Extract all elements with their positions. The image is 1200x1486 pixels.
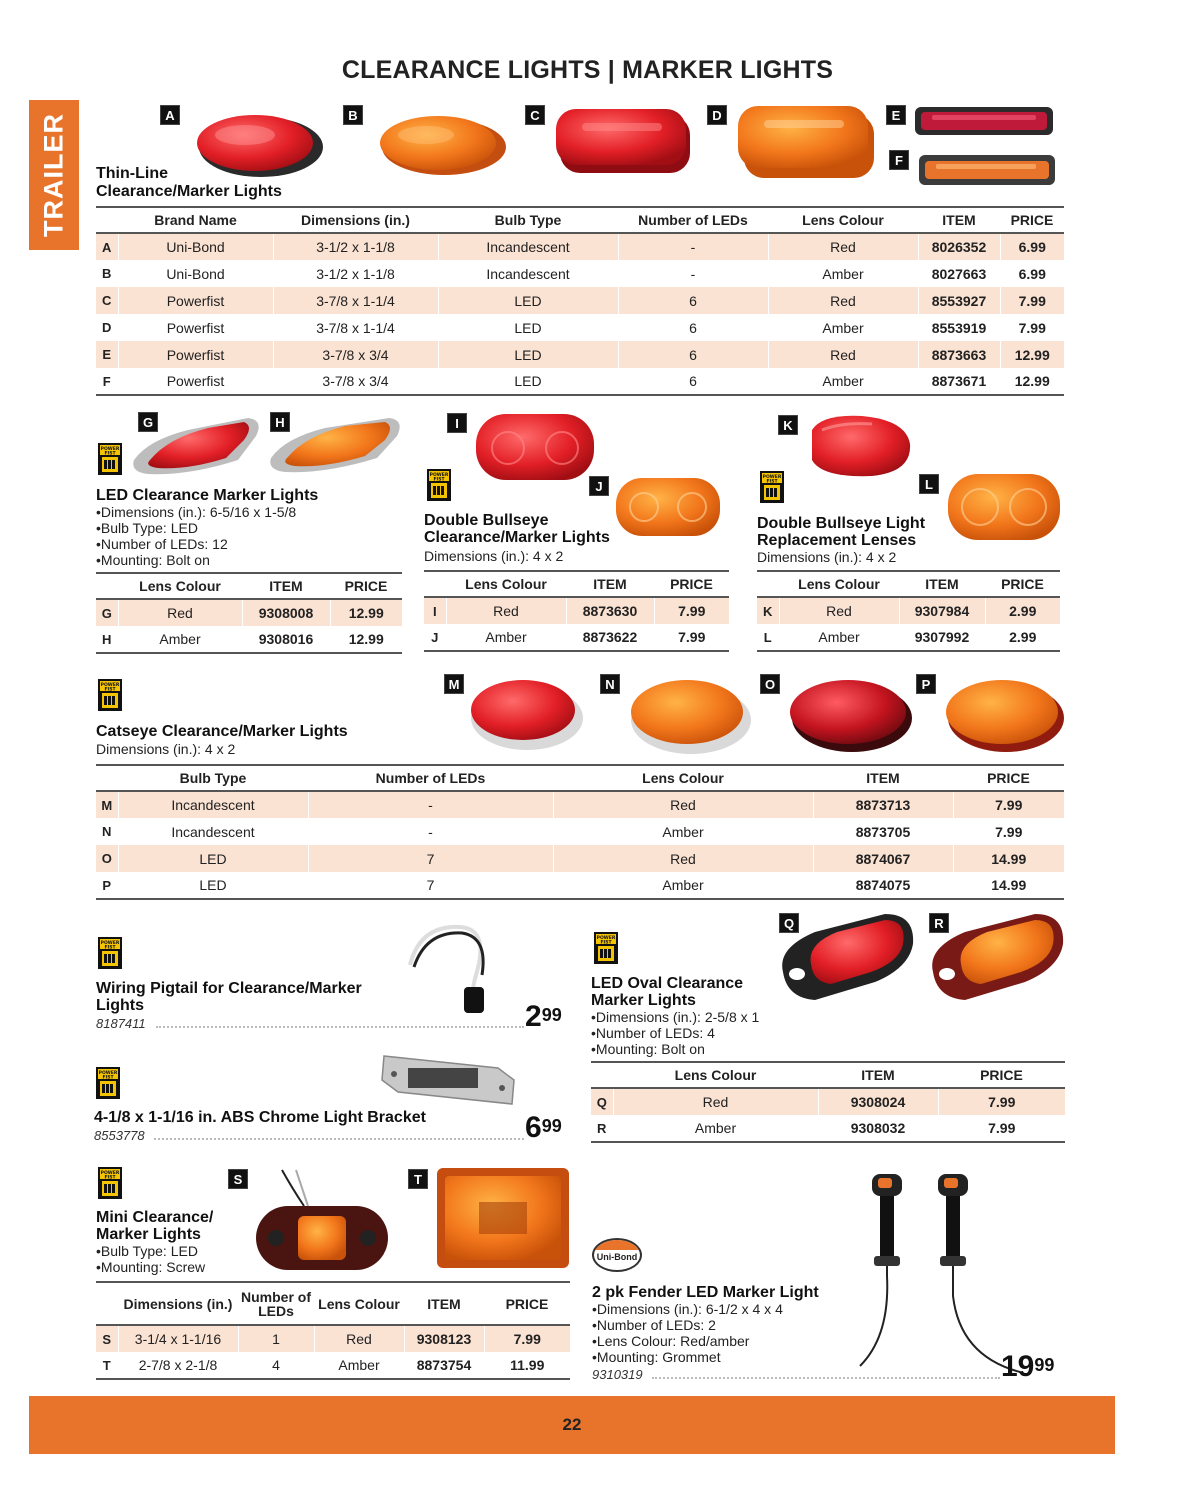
table-row: G Red 9308008 12.99	[96, 599, 402, 626]
col-lens: Lens Colour	[314, 1282, 404, 1325]
table-row: J Amber 8873622 7.99	[424, 624, 729, 651]
double-bullseye-dimensions: Dimensions (in.): 4 x 2	[424, 548, 564, 564]
col-item: ITEM	[899, 571, 985, 597]
fender-bullet: •Number of LEDs: 2	[592, 1317, 716, 1333]
col-dimensions: Dimensions (in.)	[118, 1282, 238, 1325]
badge-q: Q	[779, 913, 799, 933]
col-price: PRICE	[938, 1062, 1065, 1088]
mini-table	[96, 1281, 570, 1380]
led-clearance-table	[96, 572, 402, 654]
badge-d: D	[707, 105, 727, 125]
badge-s: S	[228, 1169, 248, 1189]
side-tab-label: TRAILER	[38, 113, 69, 237]
table-header-row	[757, 571, 1060, 597]
led-clearance-bullet: •Mounting: Bolt on	[96, 552, 210, 568]
led-oval-title-line2: Marker Lights	[591, 992, 696, 1009]
badge-c: C	[525, 105, 545, 125]
product-image-h	[265, 410, 407, 478]
power-fist-logo-icon	[97, 936, 123, 970]
led-clearance-bullet: •Dimensions (in.): 6-5/16 x 1-5/8	[96, 504, 297, 520]
catseye-title: Catseye Clearance/Marker Lights	[96, 723, 348, 740]
product-image-t	[433, 1164, 573, 1272]
product-image-l	[944, 470, 1064, 544]
bracket-item-number: 8553778	[94, 1128, 145, 1143]
product-image-k	[802, 410, 918, 482]
lenses-title-line2: Replacement Lenses	[757, 532, 917, 549]
product-image-c	[552, 105, 697, 180]
product-image-j	[612, 474, 724, 540]
badge-g: G	[138, 412, 158, 432]
col-item: ITEM	[566, 571, 654, 597]
led-clearance-title: LED Clearance Marker Lights	[96, 487, 319, 504]
table-row: Q Red 9308024 7.99	[591, 1088, 1065, 1115]
col-leds: Number of LEDs	[238, 1282, 314, 1325]
table-header-row	[96, 765, 1064, 791]
led-clearance-bullet: •Bulb Type: LED	[96, 520, 198, 536]
col-price: PRICE	[484, 1282, 570, 1325]
product-image-p	[940, 668, 1066, 756]
bracket-price: $6^{99}$	[525, 1111, 562, 1144]
badge-h: H	[270, 412, 290, 432]
fender-price: $19^{99}$	[1001, 1350, 1055, 1383]
page-number: 22	[562, 1415, 582, 1434]
product-image-s	[252, 1168, 392, 1278]
table-header-row	[96, 1282, 570, 1325]
col-bulb: Bulb Type	[438, 207, 618, 233]
product-image-bracket	[378, 1046, 520, 1110]
product-image-d	[734, 100, 879, 185]
product-image-b	[368, 105, 513, 180]
product-image-pigtail	[400, 915, 510, 1020]
fender-bullet: •Dimensions (in.): 6-1/2 x 4 x 4	[592, 1301, 783, 1317]
product-image-a	[185, 105, 330, 180]
badge-m: M	[444, 674, 464, 694]
col-brand: Brand Name	[118, 207, 273, 233]
col-price: PRICE	[953, 765, 1064, 791]
col-item: ITEM	[813, 765, 953, 791]
badge-l: L	[919, 474, 939, 494]
table-row: P LED 7 Amber 8874075 14.99	[96, 872, 1064, 899]
lenses-table	[757, 570, 1060, 652]
badge-r: R	[929, 913, 949, 933]
table-row: T 2-7/8 x 2-1/8 4 Amber 8873754 11.99	[96, 1352, 570, 1379]
table-row: B Uni-Bond 3-1/2 x 1-1/8 Incandescent - Amber 8027663 6.99	[96, 260, 1064, 287]
badge-p: P	[916, 674, 936, 694]
power-fist-logo-icon	[97, 1166, 123, 1200]
table-row: H Amber 9308016 12.99	[96, 626, 402, 653]
badge-t: T	[408, 1169, 428, 1189]
table-row: L Amber 9307992 2.99	[757, 624, 1060, 651]
table-header-row	[96, 573, 402, 599]
led-oval-bullet: •Mounting: Bolt on	[591, 1041, 705, 1057]
col-item: ITEM	[818, 1062, 938, 1088]
led-oval-table	[591, 1061, 1065, 1143]
col-lens: Lens Colour	[779, 571, 899, 597]
table-row: A Uni-Bond 3-1/2 x 1-1/8 Incandescent - Red 8026352 6.99	[96, 233, 1064, 260]
power-fist-logo-icon	[759, 470, 785, 504]
double-bullseye-table	[424, 570, 729, 652]
badge-n: N	[600, 674, 620, 694]
col-leds: Number of LEDs	[308, 765, 553, 791]
table-header-row	[96, 207, 1064, 233]
pigtail-price: $2^{99}$	[525, 1000, 562, 1033]
dot-leader	[156, 1026, 524, 1028]
badge-a: A	[160, 105, 180, 125]
product-image-o	[784, 668, 914, 756]
lenses-dimensions: Dimensions (in.): 4 x 2	[757, 549, 897, 565]
table-row: R Amber 9308032 7.99	[591, 1115, 1065, 1142]
led-oval-bullet: •Dimensions (in.): 2-5/8 x 1	[591, 1009, 760, 1025]
table-header-row	[424, 571, 729, 597]
mini-title-line2: Marker Lights	[96, 1226, 201, 1243]
table-row: C Powerfist 3-7/8 x 1-1/4 LED 6 Red 8553927 7.99	[96, 287, 1064, 314]
col-dimensions: Dimensions (in.)	[273, 207, 438, 233]
thinline-title-line2: Clearance/Marker Lights	[96, 183, 282, 200]
bracket-title: 4-1/8 x 1-1/16 in. ABS Chrome Light Bracket	[94, 1109, 426, 1126]
badge-k: K	[778, 415, 798, 435]
fender-bullet: •Lens Colour: Red/amber	[592, 1333, 750, 1349]
footer-bar	[29, 1396, 1115, 1454]
badge-o: O	[760, 674, 780, 694]
col-price: PRICE	[985, 571, 1060, 597]
unibond-logo-icon: Uni-Bond	[592, 1238, 642, 1272]
col-item: ITEM	[918, 207, 1000, 233]
lenses-title-line1: Double Bullseye Light	[757, 515, 926, 532]
mini-bullet: •Bulb Type: LED	[96, 1243, 198, 1259]
badge-f: F	[889, 150, 909, 170]
page-title: CLEARANCE LIGHTS | MARKER LIGHTS	[341, 56, 834, 84]
catseye-dimensions: Dimensions (in.): 4 x 2	[96, 741, 236, 757]
power-fist-logo-icon	[593, 931, 619, 965]
product-image-r	[925, 908, 1070, 1008]
fender-item-number: 9310319	[592, 1367, 643, 1382]
col-lens: Lens Colour	[446, 571, 566, 597]
double-bullseye-title-line1: Double Bullseye	[424, 512, 549, 529]
col-lens: Lens Colour	[118, 573, 242, 599]
product-image-i	[472, 410, 598, 484]
col-item: ITEM	[404, 1282, 484, 1325]
col-price: PRICE	[330, 573, 402, 599]
badge-e: E	[886, 105, 906, 125]
fender-bullet: •Mounting: Grommet	[592, 1349, 721, 1365]
catseye-table	[96, 764, 1064, 900]
badge-b: B	[343, 105, 363, 125]
power-fist-logo-icon	[95, 1066, 121, 1100]
table-row: S 3-1/4 x 1-1/16 1 Red 9308123 7.99	[96, 1325, 570, 1352]
power-fist-logo-icon	[426, 468, 452, 502]
led-oval-title-line1: LED Oval Clearance	[591, 975, 744, 992]
product-image-f	[916, 152, 1058, 188]
table-row: K Red 9307984 2.99	[757, 597, 1060, 624]
table-row: M Incandescent - Red 8873713 7.99	[96, 791, 1064, 818]
pigtail-title-line2: Lights	[96, 997, 144, 1014]
col-item: ITEM	[242, 573, 330, 599]
table-row: D Powerfist 3-7/8 x 1-1/4 LED 6 Amber 8553919 7.99	[96, 314, 1064, 341]
dot-leader	[154, 1138, 524, 1140]
table-row: E Powerfist 3-7/8 x 3/4 LED 6 Red 8873663 12.99	[96, 341, 1064, 368]
fender-title: 2 pk Fender LED Marker Light	[592, 1284, 819, 1301]
col-lens: Lens Colour	[613, 1062, 818, 1088]
product-image-q	[775, 908, 920, 1008]
col-leds: Number of LEDs	[618, 207, 768, 233]
thinline-table	[96, 206, 1064, 396]
thinline-title-line1: Thin-Line	[96, 165, 168, 182]
pigtail-title-line1: Wiring Pigtail for Clearance/Marker	[96, 980, 362, 997]
table-row: F Powerfist 3-7/8 x 3/4 LED 6 Amber 8873671 12.99	[96, 368, 1064, 395]
pigtail-item-number: 8187411	[96, 1016, 146, 1031]
side-tab-trailer	[29, 100, 79, 250]
product-image-e	[912, 104, 1057, 138]
table-row: I Red 8873630 7.99	[424, 597, 729, 624]
badge-j: J	[589, 476, 609, 496]
col-price: PRICE	[654, 571, 729, 597]
product-image-m	[465, 668, 585, 754]
mini-bullet: •Mounting: Screw	[96, 1259, 206, 1275]
double-bullseye-title-line2: Clearance/Marker Lights	[424, 529, 610, 546]
col-bulb: Bulb Type	[118, 765, 308, 791]
power-fist-logo-icon	[97, 442, 123, 476]
led-clearance-bullet: •Number of LEDs: 12	[96, 536, 228, 552]
dot-leader	[652, 1377, 1000, 1379]
product-image-n	[625, 668, 753, 758]
table-header-row	[591, 1062, 1065, 1088]
badge-i: I	[447, 413, 467, 433]
col-lens: Lens Colour	[553, 765, 813, 791]
power-fist-logo-icon	[97, 678, 123, 712]
col-price: PRICE	[1000, 207, 1064, 233]
col-lens: Lens Colour	[768, 207, 918, 233]
table-row: O LED 7 Red 8874067 14.99	[96, 845, 1064, 872]
table-row: N Incandescent - Amber 8873705 7.99	[96, 818, 1064, 845]
led-oval-bullet: •Number of LEDs: 4	[591, 1025, 715, 1041]
mini-title-line1: Mini Clearance/	[96, 1209, 214, 1226]
product-image-g	[128, 410, 266, 480]
